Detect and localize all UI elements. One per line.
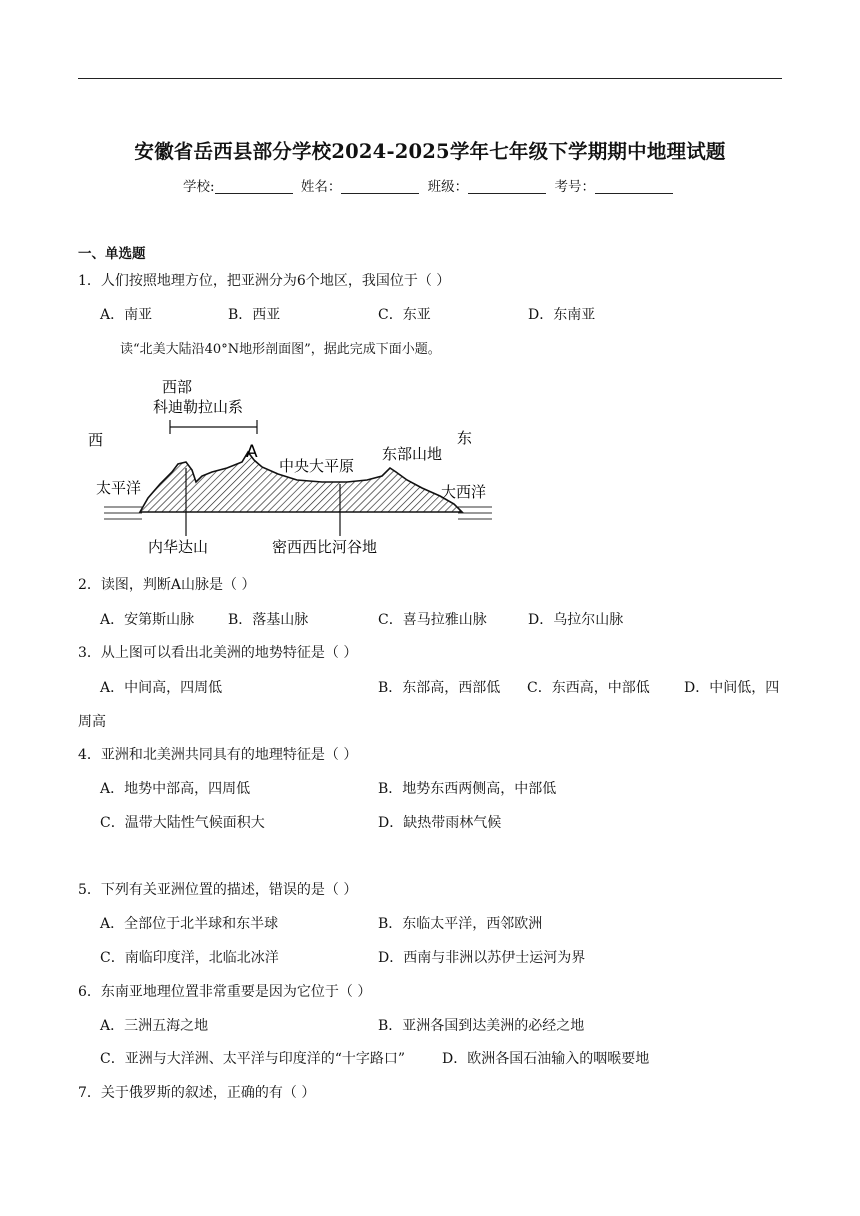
section-heading: 一、单选题 [78, 246, 146, 262]
student-info-line [0, 175, 860, 195]
top-rule [78, 78, 782, 79]
label-west-range-2: 科迪勒拉山系 [153, 398, 244, 416]
exam-number-label: 考号： [554, 179, 595, 195]
label-west-range-1: 西部 [162, 378, 193, 396]
label-east: 东 [457, 429, 473, 447]
label-nevada: 内华达山 [148, 538, 209, 556]
q3-option-a[interactable]: A．中间高，四周低 [100, 680, 223, 696]
name-blank[interactable] [341, 179, 419, 194]
class-blank[interactable] [468, 179, 546, 194]
school-label: 学校: [183, 179, 215, 195]
q3-option-c[interactable]: C．东西高，中部低 [527, 680, 650, 696]
question-1-stem: 1．人们按照地理方位，把亚洲分为6个地区，我国位于（ ） [78, 273, 451, 289]
label-a: A [246, 442, 258, 462]
q2-option-a[interactable]: A．安第斯山脉 [100, 612, 195, 628]
class-label: 班级： [427, 179, 469, 195]
q2-option-d[interactable]: D．乌拉尔山脉 [528, 612, 624, 628]
question-7-stem: 7．关于俄罗斯的叙述，正确的有（ ） [78, 1085, 316, 1101]
q1-option-a[interactable]: A．南亚 [100, 307, 153, 323]
q3-option-d-wrap: 周高 [78, 714, 106, 730]
q3-option-d[interactable]: D．中间低，四 [684, 680, 780, 696]
q1-option-d[interactable]: D．东南亚 [528, 307, 596, 323]
range-bracket [170, 420, 257, 434]
q4-option-b[interactable]: B．地势东西两侧高，中部低 [378, 781, 557, 797]
question-6-stem: 6．东南亚地理位置非常重要是因为它位于（ ） [78, 984, 372, 1000]
q5-option-b[interactable]: B．东临太平洋，西邻欧洲 [378, 916, 543, 932]
page-title: 安徽省岳西县部分学校2024-2025学年七年级下学期期中地理试题 [134, 140, 726, 163]
question-2-stem: 2．读图，判断A山脉是（ ） [78, 577, 256, 593]
exam-number-blank[interactable] [595, 179, 673, 194]
question-3-stem: 3．从上图可以看出北美洲的地势特征是（ ） [78, 645, 358, 661]
figure-intro: 读“北美大陆沿40°N地形剖面图”，据此完成下面小题。 [120, 342, 441, 357]
label-atlantic: 大西洋 [441, 483, 487, 501]
q4-option-a[interactable]: A．地势中部高，四周低 [100, 781, 251, 797]
q5-option-d[interactable]: D．西南与非洲以苏伊士运河为界 [378, 950, 586, 966]
q4-option-d[interactable]: D．缺热带雨林气候 [378, 815, 502, 831]
q5-option-c[interactable]: C．南临印度洋，北临北冰洋 [100, 950, 279, 966]
name-label: 姓名： [300, 179, 342, 195]
q3-option-b[interactable]: B．东部高，西部低 [378, 680, 501, 696]
q1-option-b[interactable]: B．西亚 [228, 307, 281, 323]
q2-option-c[interactable]: C．喜马拉雅山脉 [378, 612, 487, 628]
label-east-mountains: 东部山地 [382, 445, 443, 463]
q6-option-b[interactable]: B．亚洲各国到达美洲的必经之地 [378, 1018, 585, 1034]
profile-figure [82, 372, 502, 562]
q4-option-c[interactable]: C．温带大陆性气候面积大 [100, 815, 265, 831]
label-mississippi: 密西西比河谷地 [272, 538, 378, 556]
q5-option-a[interactable]: A．全部位于北半球和东半球 [100, 916, 279, 932]
label-pacific: 太平洋 [96, 479, 142, 497]
q6-option-d[interactable]: D．欧洲各国石油输入的咽喉要地 [442, 1051, 650, 1067]
q1-option-c[interactable]: C．东亚 [378, 307, 431, 323]
q2-option-b[interactable]: B．落基山脉 [228, 612, 309, 628]
q6-option-c[interactable]: C．亚洲与大洋洲、太平洋与印度洋的“十字路口” [100, 1051, 406, 1067]
school-blank[interactable] [215, 179, 293, 194]
question-5-stem: 5．下列有关亚洲位置的描述，错误的是（ ） [78, 882, 358, 898]
label-west: 西 [88, 431, 104, 449]
label-plain: 中央大平原 [279, 457, 355, 475]
q6-option-a[interactable]: A．三洲五海之地 [100, 1018, 209, 1034]
question-4-stem: 4．亚洲和北美洲共同具有的地理特征是（ ） [78, 747, 358, 763]
